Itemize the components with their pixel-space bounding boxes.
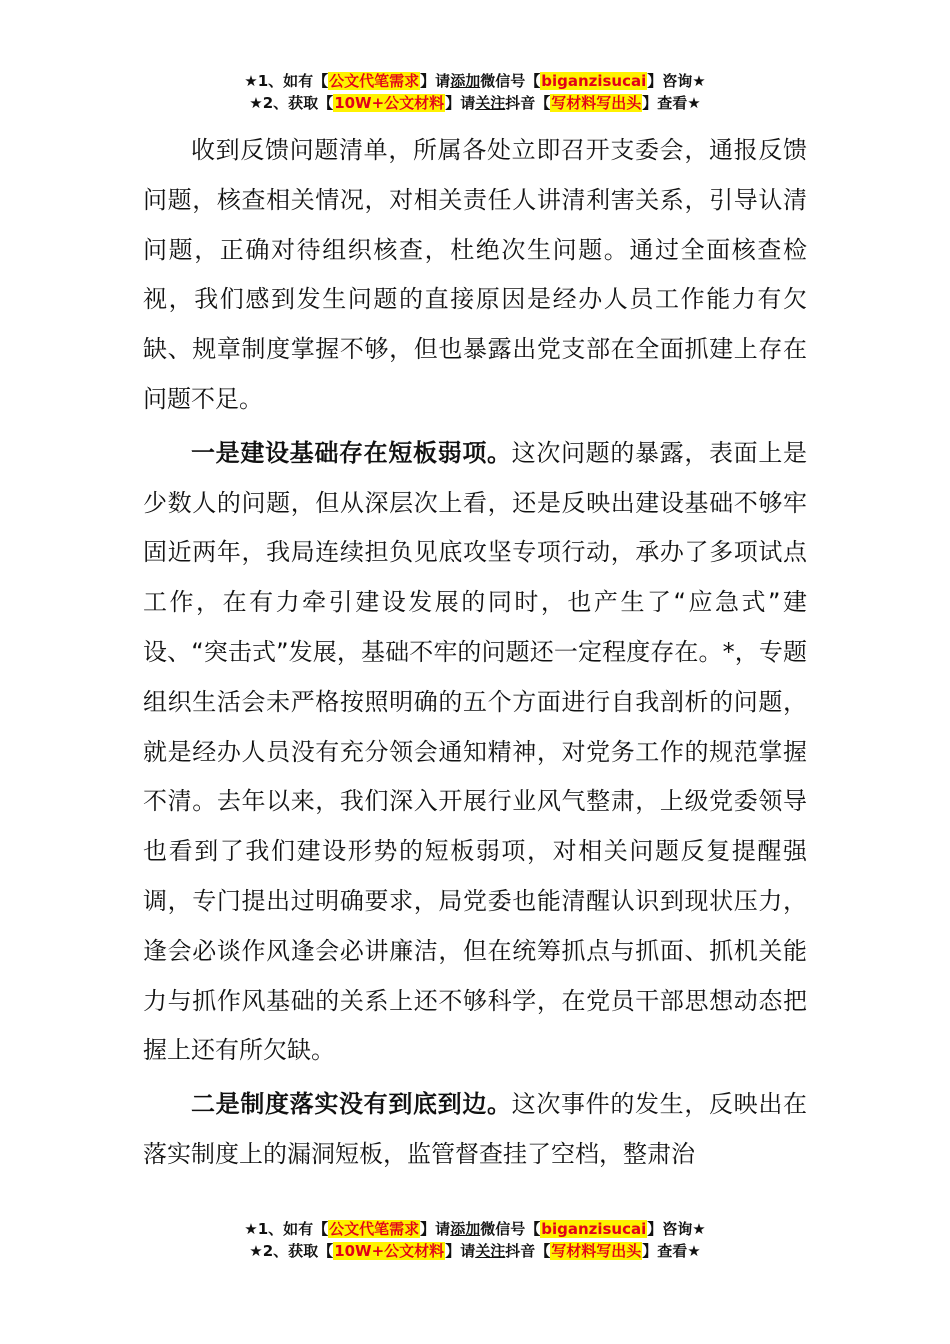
highlight-wechat-id: biganzisucai	[541, 1220, 647, 1238]
point-1-heading: 一是建设基础存在短板弱项。	[191, 438, 512, 467]
highlight-materials: 10W+公文材料	[334, 94, 445, 112]
point-1-text: 这次问题的暴露，表面上是少数人的问题，但从深层次上看，还是反映出建设基础不够牢固近两年，我局连续担负见底攻坚专项行动，承办了多项试点工作，在有力牵引建设发展的同时，也产生了“应急式”建设、“突击式”发展，基础不牢的问题还一定程度存在。*，专题组织生活会未严格按照明确的五个方面进行自我剖析的问题，就是经办人员没有充分领会通知精神，对党务工作的规范掌握不清。去年以来，我们深入开展行业风气整肃，上级党委领导也看到了我们建设形势的短板弱项，对相关问题反复提醒强调，专门提出过明确要求，局党委也能清醒认识到现状压力，逢会必谈作风逢会必讲廉洁，但在统筹抓点与抓面、抓机关能力与抓作风基础的关系上还不够科学，在党员干部思想动态把握上还有所欠缺。	[143, 438, 808, 1065]
promo-line-2: ★2、获取【10W+公文材料】请关注抖音【写材料写出头】查看★	[249, 1242, 701, 1260]
promo-banner-bottom	[0, 1218, 950, 1262]
highlight-service: 公文代笔需求	[329, 72, 420, 90]
paragraph-point-1	[143, 429, 807, 1076]
highlight-materials: 10W+公文材料	[334, 1242, 445, 1260]
promo-line-2: ★2、获取【10W+公文材料】请关注抖音【写材料写出头】查看★	[249, 94, 701, 112]
document-body	[143, 126, 807, 1180]
highlight-douyin: 写材料写出头	[551, 1242, 642, 1260]
highlight-douyin: 写材料写出头	[551, 94, 642, 112]
paragraph-intro: 收到反馈问题清单，所属各处立即召开支委会，通报反馈问题，核查相关情况，对相关责任人讲清利害关系，引导认清问题，正确对待组织核查，杜绝次生问题。通过全面核查检视，我们感到发生问题的直接原因是经办人员工作能力有欠缺、规章制度掌握不够，但也暴露出党支部在全面抓建上存在问题不足。	[143, 136, 807, 413]
promo-banner-top	[0, 70, 950, 114]
promo-line-1: ★1、如有【公文代笔需求】请添加微信号【biganzisucai】咨询★	[244, 72, 706, 90]
point-2-text: 这次事件的发生，反映出在落实制度上的漏洞短板，监管督查挂了空档，整肃治	[143, 1090, 808, 1168]
promo-line-1: ★1、如有【公文代笔需求】请添加微信号【biganzisucai】咨询★	[244, 1220, 706, 1238]
paragraph-point-2	[143, 1080, 807, 1180]
highlight-wechat-id: biganzisucai	[541, 72, 647, 90]
point-2-heading: 二是制度落实没有到底到边。	[191, 1090, 512, 1119]
highlight-service: 公文代笔需求	[329, 1220, 420, 1238]
